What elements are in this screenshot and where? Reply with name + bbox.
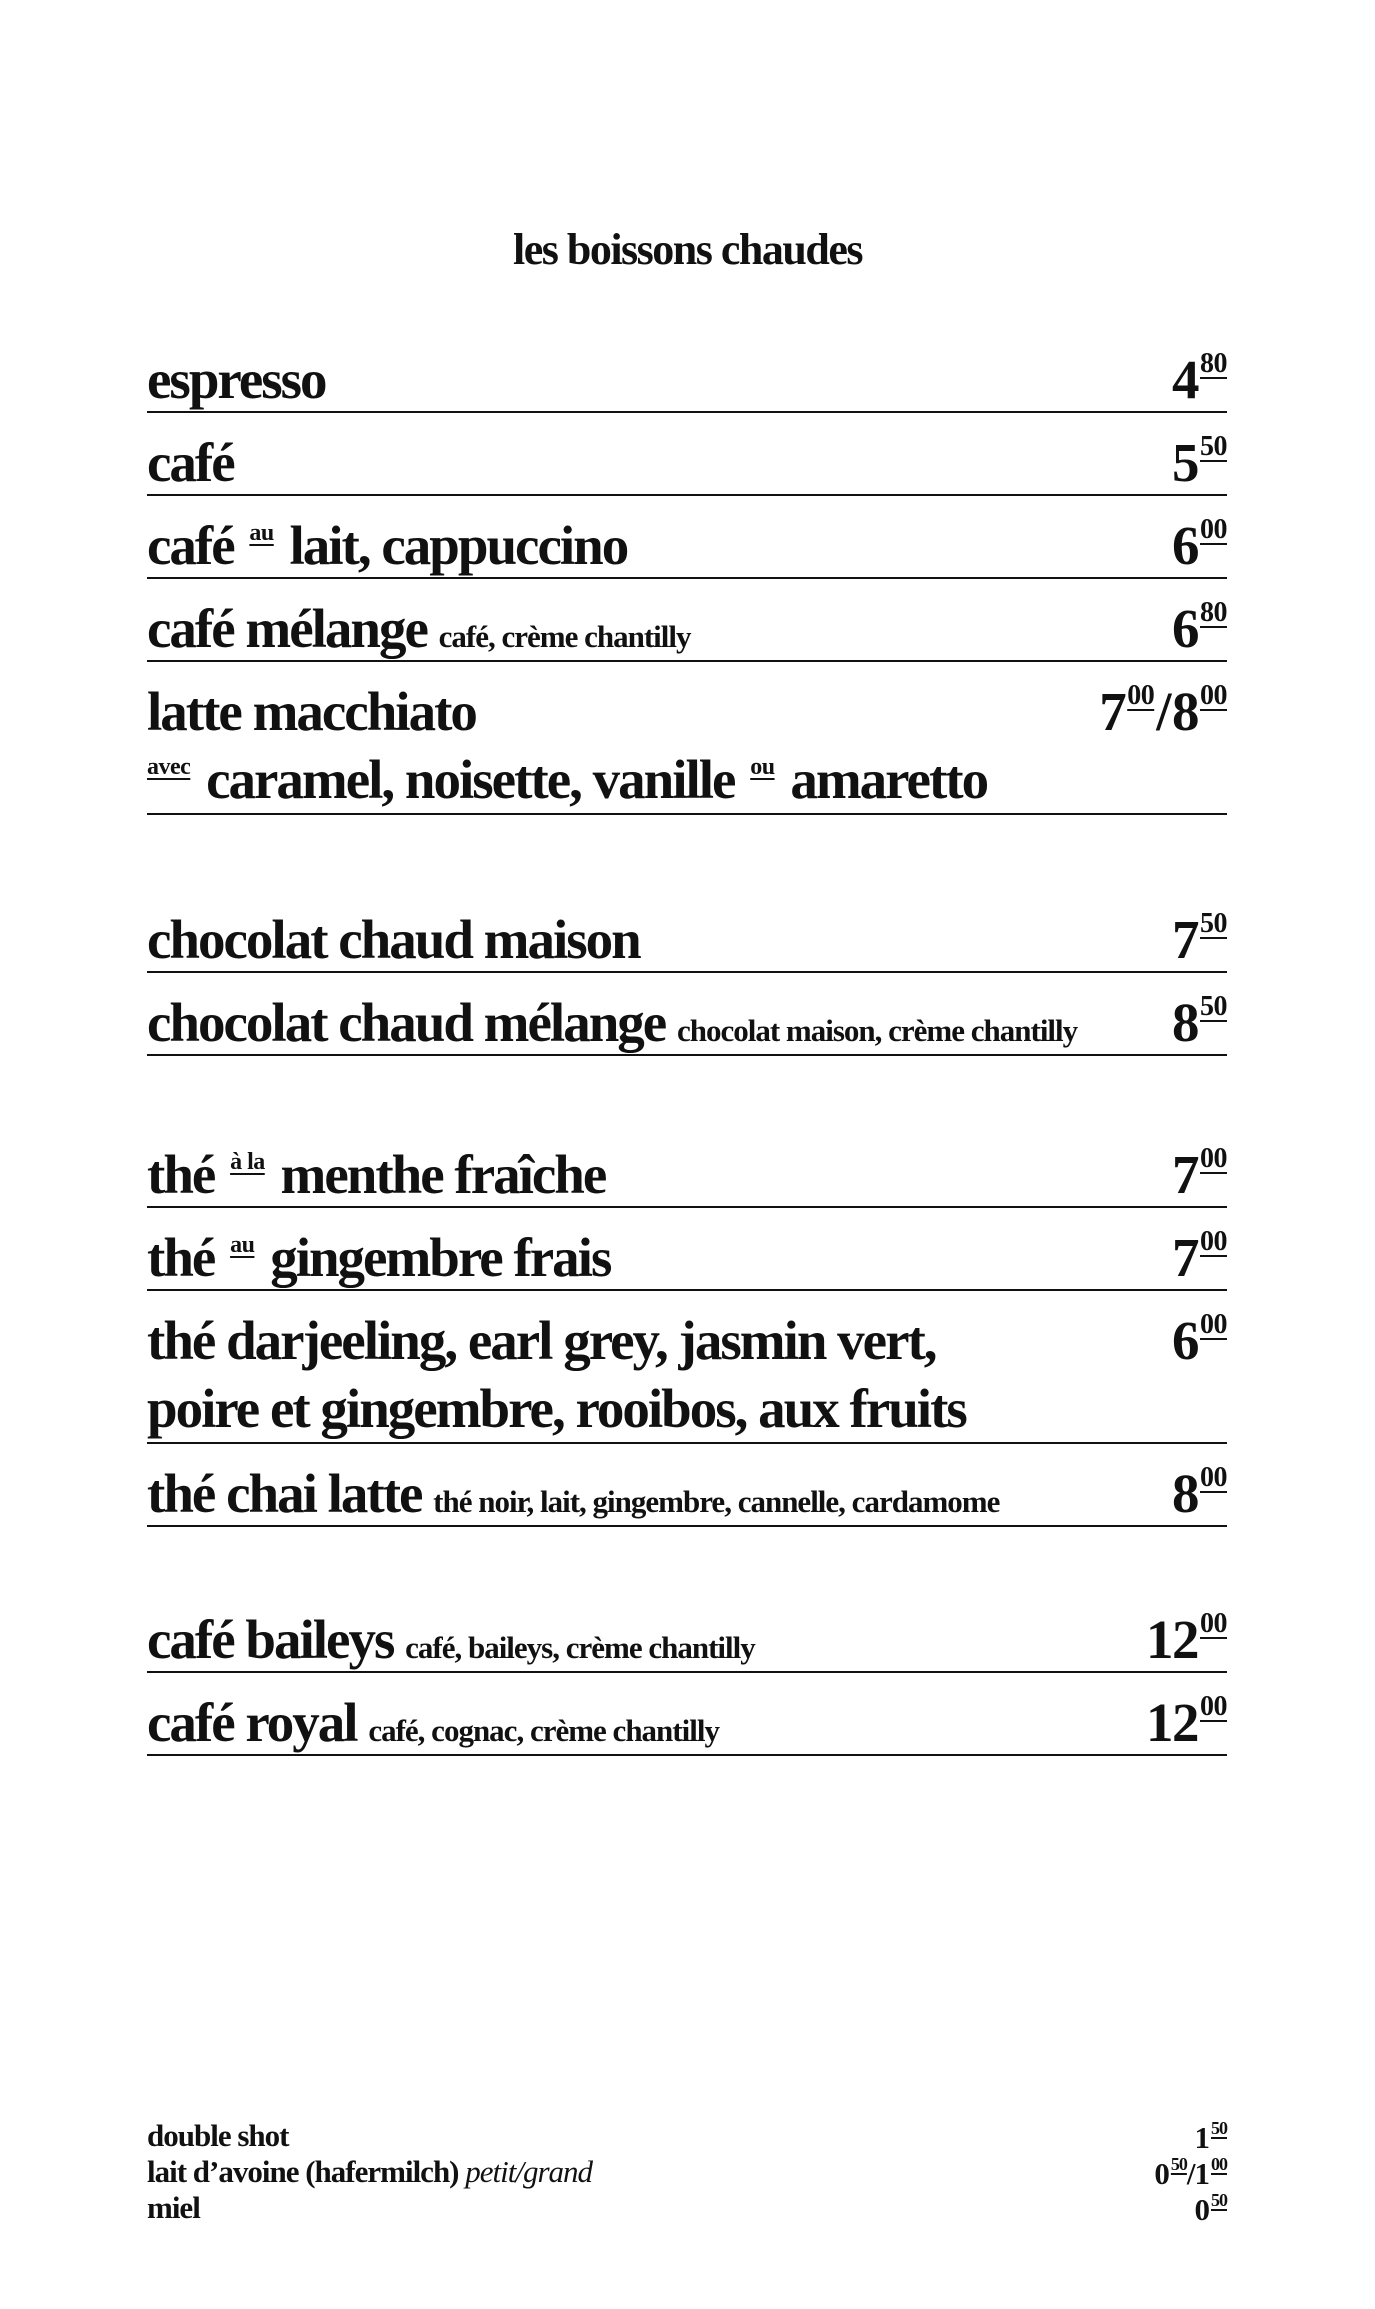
item-description: café, crème chantilly	[438, 619, 691, 654]
item-connector: au	[249, 520, 274, 546]
item-price: $12^{00}$	[1146, 1608, 1227, 1670]
extras-list	[147, 2118, 1227, 2226]
item-name: chocolat chaud mélange	[147, 992, 666, 1053]
item-price: $6^{00}$	[1172, 514, 1227, 576]
menu-section-coffee	[147, 330, 1227, 815]
item-price: $8^{00}$	[1172, 1462, 1227, 1524]
item-price: $6^{80}$	[1172, 597, 1227, 659]
menu-item	[147, 1673, 1227, 1756]
menu-item	[147, 1208, 1227, 1291]
extra-note: petit/grand	[465, 2154, 593, 2189]
item-name: latte macchiato	[147, 681, 476, 742]
item-name-continued: poire et gingembre, rooibos, aux fruits	[147, 1378, 966, 1439]
item-price: $7^{50}$	[1172, 908, 1227, 970]
item-connector: avec	[147, 754, 191, 780]
menu-section-tea	[147, 1125, 1227, 1527]
item-price: $7^{00}$	[1172, 1143, 1227, 1205]
item-connector: au	[230, 1232, 255, 1258]
menu-item	[147, 330, 1227, 413]
item-price: $4^{80}$	[1172, 348, 1227, 410]
menu-section-chocolate	[147, 890, 1227, 1056]
item-name: thé $^{au}$ gingembre frais	[147, 1227, 611, 1288]
extra-price: 0 $^{50}$/1 $^{00}$	[1154, 2154, 1227, 2191]
menu-item	[147, 662, 1227, 815]
item-price: $12^{00}$	[1146, 1691, 1227, 1753]
menu-item	[147, 973, 1227, 1056]
menu-section-spirits	[147, 1590, 1227, 1756]
item-price: $7^{00}$	[1172, 1226, 1227, 1288]
extra-price: 1 $^{50}$	[1194, 2118, 1227, 2155]
extra-name: miel	[147, 2190, 200, 2225]
item-name: thé chai latte	[147, 1463, 422, 1524]
extra-name: lait d’avoine (hafermilch)	[147, 2154, 459, 2189]
item-name: espresso	[147, 349, 326, 410]
menu-item	[147, 1590, 1227, 1673]
item-name: café	[147, 432, 234, 493]
item-connector: à la	[230, 1149, 265, 1175]
item-price: $5^{50}$	[1172, 431, 1227, 493]
item-description: thé noir, lait, gingembre, cannelle, cardamome	[433, 1484, 1000, 1519]
item-name: café mélange	[147, 598, 427, 659]
item-name: café baileys	[147, 1609, 394, 1670]
item-name: café $^{au}$ lait, cappuccino	[147, 515, 628, 576]
menu-item	[147, 413, 1227, 496]
menu-item	[147, 496, 1227, 579]
item-description: chocolat maison, crème chantilly	[676, 1013, 1078, 1048]
menu-item	[147, 1444, 1227, 1527]
page-title: les boissons chaudes	[512, 225, 862, 274]
menu-item	[147, 1291, 1227, 1444]
extra-item	[147, 2154, 1227, 2190]
menu-item	[147, 1125, 1227, 1208]
item-description: café, baileys, crème chantilly	[405, 1630, 755, 1665]
extra-item	[147, 2190, 1227, 2226]
item-name: thé $^{à la}$ menthe fraîche	[147, 1144, 606, 1205]
item-price: $6^{00}$	[1172, 1309, 1227, 1371]
item-price: $7^{00}/8^{00}$	[1099, 680, 1227, 742]
item-name: chocolat chaud maison	[147, 909, 640, 970]
item-description: café, cognac, crème chantilly	[368, 1713, 719, 1748]
item-price: $8^{50}$	[1172, 991, 1227, 1053]
extra-item	[147, 2118, 1227, 2154]
menu-item	[147, 890, 1227, 973]
extra-price: 0 $^{50}$	[1194, 2190, 1227, 2227]
item-options: $^{avec}$ caramel, noisette, vanille $^{ou}$ amaretto	[147, 749, 988, 810]
item-name: thé darjeeling, earl grey, jasmin vert,	[147, 1310, 936, 1371]
item-connector: ou	[750, 754, 775, 780]
item-name: café royal	[147, 1692, 357, 1753]
menu-item	[147, 579, 1227, 662]
extra-name: double shot	[147, 2118, 289, 2153]
